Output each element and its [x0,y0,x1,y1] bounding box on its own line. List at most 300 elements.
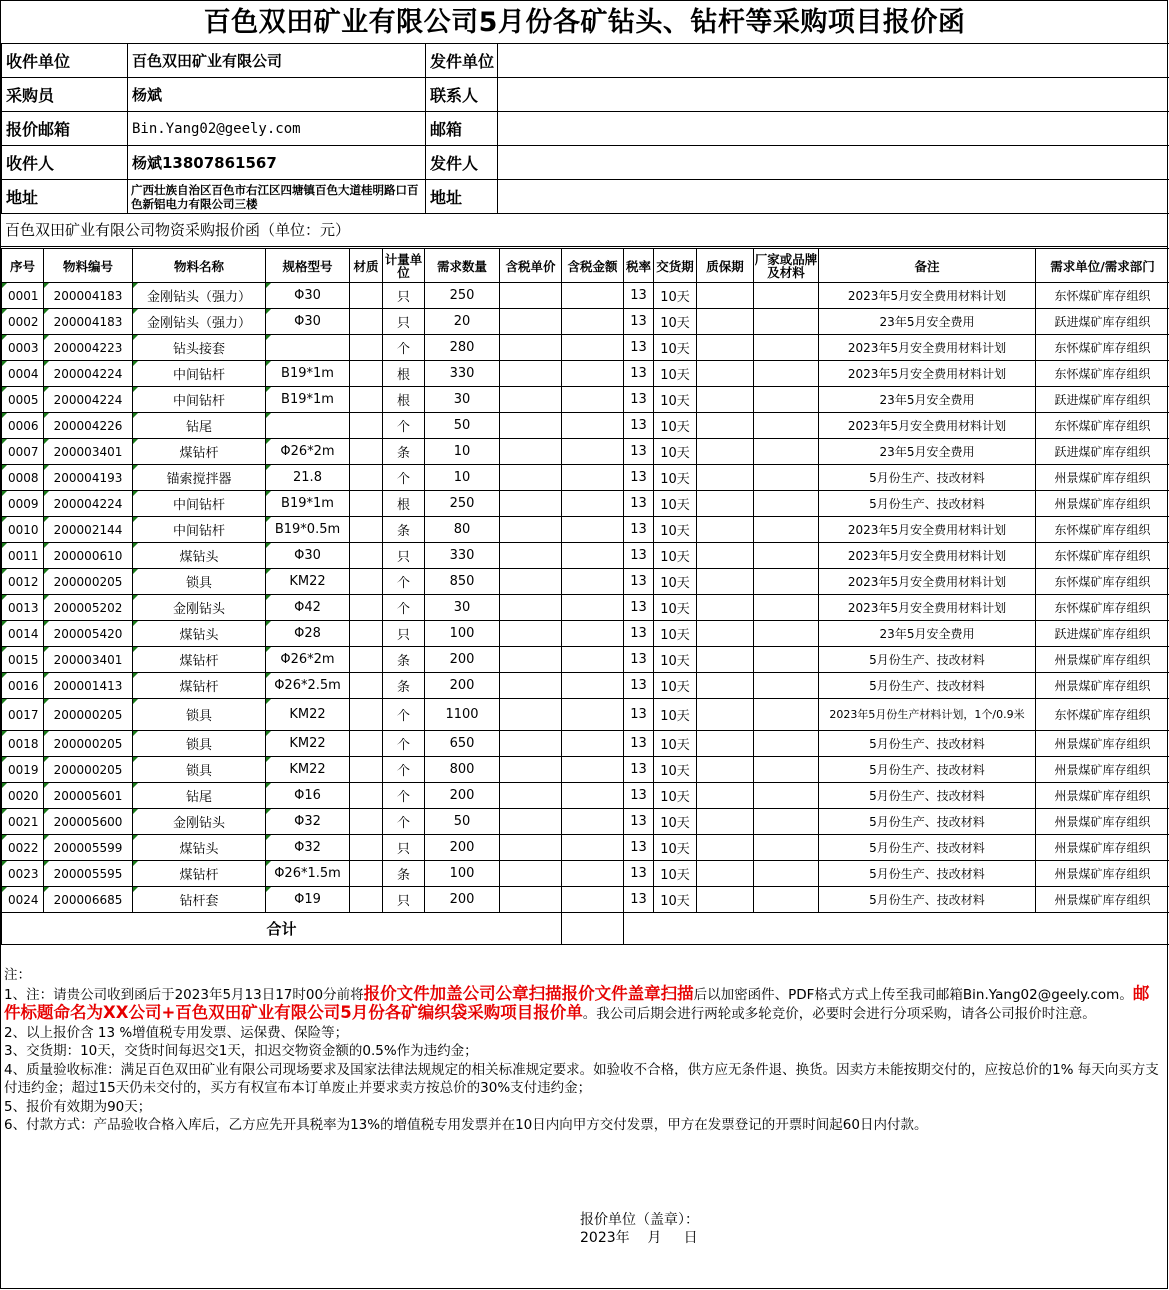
cell-unit-price[interactable] [500,569,562,595]
cell-unit[interactable]: 只 [383,621,425,647]
cell-brand[interactable] [754,647,819,673]
cell-brand[interactable] [754,835,819,861]
cell-qty[interactable]: 850 [425,569,500,595]
cell-unit[interactable]: 条 [383,517,425,543]
cell-qty[interactable]: 200 [425,835,500,861]
cell-spec[interactable]: Φ26*1.5m [266,861,350,887]
cell-material[interactable] [350,465,383,491]
cell-remark[interactable]: 2023年5月安全费用材料计划 [819,517,1036,543]
cell-brand[interactable] [754,595,819,621]
cell-remark[interactable]: 5月份生产、技改材料 [819,861,1036,887]
cell-amount[interactable] [562,361,624,387]
cell-no[interactable]: 0017 [2,699,44,731]
cell-dept[interactable]: 东怀煤矿库存组织 [1036,517,1169,543]
cell-material[interactable] [350,731,383,757]
cell-spec[interactable]: Φ30 [266,283,350,309]
cell-unit-price[interactable] [500,647,562,673]
cell-qty[interactable]: 10 [425,465,500,491]
cell-brand[interactable] [754,361,819,387]
cell-unit[interactable]: 个 [383,413,425,439]
cell-remark[interactable]: 23年5月安全费用 [819,309,1036,335]
cell-unit-price[interactable] [500,861,562,887]
cell-lead-time[interactable]: 10天 [654,517,697,543]
cell-spec[interactable]: B19*1m [266,361,350,387]
cell-unit-price[interactable] [500,309,562,335]
cell-lead-time[interactable]: 10天 [654,835,697,861]
cell-unit[interactable]: 个 [383,783,425,809]
cell-unit[interactable]: 个 [383,335,425,361]
cell-tax-rate[interactable]: 13 [624,861,654,887]
cell-material[interactable] [350,491,383,517]
cell-qty[interactable]: 100 [425,621,500,647]
cell-no[interactable]: 0014 [2,621,44,647]
cell-code[interactable]: 200004183 [44,283,133,309]
cell-dept[interactable]: 州景煤矿库存组织 [1036,465,1169,491]
cell-unit[interactable]: 个 [383,809,425,835]
cell-amount[interactable] [562,413,624,439]
cell-unit-price[interactable] [500,517,562,543]
cell-qty[interactable]: 330 [425,361,500,387]
cell-remark[interactable]: 23年5月安全费用 [819,621,1036,647]
cell-code[interactable]: 200004183 [44,309,133,335]
cell-spec[interactable]: KM22 [266,569,350,595]
cell-unit[interactable]: 只 [383,835,425,861]
cell-tax-rate[interactable]: 13 [624,835,654,861]
cell-lead-time[interactable]: 10天 [654,569,697,595]
cell-qty[interactable]: 30 [425,595,500,621]
cell-tax-rate[interactable]: 13 [624,335,654,361]
cell-unit-price[interactable] [500,491,562,517]
cell-dept[interactable]: 州景煤矿库存组织 [1036,835,1169,861]
cell-lead-time[interactable]: 10天 [654,439,697,465]
cell-spec[interactable]: Φ32 [266,809,350,835]
cell-dept[interactable]: 州景煤矿库存组织 [1036,647,1169,673]
cell-qty[interactable]: 200 [425,647,500,673]
cell-no[interactable]: 0022 [2,835,44,861]
cell-brand[interactable] [754,699,819,731]
cell-material[interactable] [350,887,383,913]
cell-dept[interactable]: 州景煤矿库存组织 [1036,491,1169,517]
cell-brand[interactable] [754,673,819,699]
cell-remark[interactable]: 5月份生产、技改材料 [819,647,1036,673]
cell-qty[interactable]: 800 [425,757,500,783]
cell-name[interactable]: 金刚钻头（强力） [133,309,266,335]
cell-dept[interactable]: 州景煤矿库存组织 [1036,861,1169,887]
cell-amount[interactable] [562,887,624,913]
cell-spec[interactable]: Φ30 [266,543,350,569]
cell-name[interactable]: 金刚钻头（强力） [133,283,266,309]
cell-name[interactable]: 钻尾 [133,413,266,439]
cell-warranty[interactable] [697,491,754,517]
cell-warranty[interactable] [697,809,754,835]
cell-no[interactable]: 0011 [2,543,44,569]
cell-brand[interactable] [754,887,819,913]
email-value[interactable] [498,112,1169,146]
cell-amount[interactable] [562,517,624,543]
cell-remark[interactable]: 2023年5月安全费用材料计划 [819,335,1036,361]
cell-qty[interactable]: 100 [425,861,500,887]
cell-no[interactable]: 0008 [2,465,44,491]
cell-code[interactable]: 200005202 [44,595,133,621]
cell-brand[interactable] [754,517,819,543]
cell-dept[interactable]: 州景煤矿库存组织 [1036,887,1169,913]
cell-lead-time[interactable]: 10天 [654,647,697,673]
cell-material[interactable] [350,517,383,543]
cell-no[interactable]: 0002 [2,309,44,335]
cell-material[interactable] [350,543,383,569]
receiver-unit-value[interactable]: 百色双田矿业有限公司 [128,44,426,78]
cell-tax-rate[interactable]: 13 [624,731,654,757]
cell-material[interactable] [350,439,383,465]
cell-spec[interactable]: KM22 [266,731,350,757]
cell-lead-time[interactable]: 10天 [654,283,697,309]
cell-unit-price[interactable] [500,595,562,621]
cell-amount[interactable] [562,699,624,731]
cell-material[interactable] [350,647,383,673]
cell-qty[interactable]: 650 [425,731,500,757]
cell-no[interactable]: 0020 [2,783,44,809]
cell-unit-price[interactable] [500,543,562,569]
cell-no[interactable]: 0013 [2,595,44,621]
cell-warranty[interactable] [697,465,754,491]
cell-dept[interactable]: 州景煤矿库存组织 [1036,731,1169,757]
cell-spec[interactable]: B19*1m [266,491,350,517]
cell-lead-time[interactable]: 10天 [654,699,697,731]
cell-code[interactable]: 200002144 [44,517,133,543]
cell-code[interactable]: 200000205 [44,757,133,783]
cell-material[interactable] [350,699,383,731]
cell-remark[interactable]: 2023年5月份生产材料计划，1个/0.9米 [819,699,1036,731]
cell-unit-price[interactable] [500,465,562,491]
cell-tax-rate[interactable]: 13 [624,543,654,569]
cell-name[interactable]: 煤钻杆 [133,439,266,465]
cell-remark[interactable]: 5月份生产、技改材料 [819,809,1036,835]
cell-remark[interactable]: 5月份生产、技改材料 [819,783,1036,809]
cell-brand[interactable] [754,569,819,595]
cell-name[interactable]: 煤钻头 [133,621,266,647]
cell-tax-rate[interactable]: 13 [624,757,654,783]
cell-amount[interactable] [562,731,624,757]
cell-warranty[interactable] [697,783,754,809]
cell-unit-price[interactable] [500,757,562,783]
cell-amount[interactable] [562,621,624,647]
cell-lead-time[interactable]: 10天 [654,757,697,783]
cell-no[interactable]: 0001 [2,283,44,309]
cell-lead-time[interactable]: 10天 [654,335,697,361]
cell-code[interactable]: 200005420 [44,621,133,647]
cell-lead-time[interactable]: 10天 [654,621,697,647]
cell-material[interactable] [350,757,383,783]
cell-unit-price[interactable] [500,887,562,913]
cell-spec[interactable] [266,413,350,439]
cell-remark[interactable]: 2023年5月安全费用材料计划 [819,543,1036,569]
cell-brand[interactable] [754,439,819,465]
cell-dept[interactable]: 东怀煤矿库存组织 [1036,283,1169,309]
cell-unit-price[interactable] [500,835,562,861]
cell-warranty[interactable] [697,335,754,361]
cell-unit-price[interactable] [500,783,562,809]
cell-dept[interactable]: 州景煤矿库存组织 [1036,809,1169,835]
cell-remark[interactable]: 23年5月安全费用 [819,387,1036,413]
cell-dept[interactable]: 州景煤矿库存组织 [1036,783,1169,809]
cell-dept[interactable]: 州景煤矿库存组织 [1036,673,1169,699]
cell-unit[interactable]: 只 [383,887,425,913]
cell-material[interactable] [350,413,383,439]
cell-amount[interactable] [562,861,624,887]
cell-spec[interactable]: B19*1m [266,387,350,413]
cell-lead-time[interactable]: 10天 [654,309,697,335]
cell-amount[interactable] [562,757,624,783]
cell-unit-price[interactable] [500,731,562,757]
cell-code[interactable]: 200000205 [44,569,133,595]
cell-unit[interactable]: 个 [383,595,425,621]
cell-code[interactable]: 200004224 [44,491,133,517]
cell-warranty[interactable] [697,861,754,887]
cell-unit-price[interactable] [500,413,562,439]
cell-no[interactable]: 0004 [2,361,44,387]
cell-tax-rate[interactable]: 13 [624,517,654,543]
cell-tax-rate[interactable]: 13 [624,699,654,731]
cell-tax-rate[interactable]: 13 [624,621,654,647]
cell-dept[interactable]: 跃进煤矿库存组织 [1036,439,1169,465]
cell-warranty[interactable] [697,517,754,543]
cell-warranty[interactable] [697,673,754,699]
cell-no[interactable]: 0019 [2,757,44,783]
cell-remark[interactable]: 2023年5月安全费用材料计划 [819,283,1036,309]
cell-unit[interactable]: 条 [383,861,425,887]
cell-qty[interactable]: 10 [425,439,500,465]
cell-name[interactable]: 锚索搅拌器 [133,465,266,491]
cell-remark[interactable]: 2023年5月安全费用材料计划 [819,595,1036,621]
cell-spec[interactable]: Φ42 [266,595,350,621]
cell-no[interactable]: 0016 [2,673,44,699]
cell-unit-price[interactable] [500,699,562,731]
cell-name[interactable]: 锁具 [133,757,266,783]
cell-no[interactable]: 0015 [2,647,44,673]
cell-amount[interactable] [562,809,624,835]
cell-brand[interactable] [754,621,819,647]
cell-remark[interactable]: 5月份生产、技改材料 [819,887,1036,913]
cell-tax-rate[interactable]: 13 [624,647,654,673]
cell-material[interactable] [350,809,383,835]
cell-remark[interactable]: 5月份生产、技改材料 [819,835,1036,861]
cell-spec[interactable]: KM22 [266,757,350,783]
cell-brand[interactable] [754,335,819,361]
cell-name[interactable]: 煤钻杆 [133,647,266,673]
cell-spec[interactable]: Φ28 [266,621,350,647]
cell-remark[interactable]: 23年5月安全费用 [819,439,1036,465]
cell-qty[interactable]: 50 [425,413,500,439]
cell-code[interactable]: 200005600 [44,809,133,835]
cell-brand[interactable] [754,543,819,569]
cell-name[interactable]: 中间钻杆 [133,517,266,543]
cell-warranty[interactable] [697,731,754,757]
cell-lead-time[interactable]: 10天 [654,887,697,913]
cell-material[interactable] [350,595,383,621]
cell-remark[interactable]: 2023年5月安全费用材料计划 [819,569,1036,595]
cell-code[interactable]: 200000610 [44,543,133,569]
cell-amount[interactable] [562,835,624,861]
cell-warranty[interactable] [697,439,754,465]
cell-unit[interactable]: 只 [383,543,425,569]
cell-warranty[interactable] [697,543,754,569]
cell-name[interactable]: 锁具 [133,731,266,757]
cell-warranty[interactable] [697,387,754,413]
cell-lead-time[interactable]: 10天 [654,861,697,887]
cell-name[interactable]: 中间钻杆 [133,491,266,517]
cell-spec[interactable]: KM22 [266,699,350,731]
cell-amount[interactable] [562,673,624,699]
cell-unit[interactable]: 个 [383,569,425,595]
cell-name[interactable]: 锁具 [133,699,266,731]
cell-material[interactable] [350,835,383,861]
cell-lead-time[interactable]: 10天 [654,491,697,517]
cell-lead-time[interactable]: 10天 [654,465,697,491]
cell-no[interactable]: 0021 [2,809,44,835]
cell-amount[interactable] [562,543,624,569]
cell-dept[interactable]: 东怀煤矿库存组织 [1036,699,1169,731]
cell-qty[interactable]: 330 [425,543,500,569]
cell-no[interactable]: 0012 [2,569,44,595]
cell-name[interactable]: 煤钻杆 [133,673,266,699]
cell-brand[interactable] [754,465,819,491]
cell-tax-rate[interactable]: 13 [624,491,654,517]
cell-unit-price[interactable] [500,283,562,309]
cell-brand[interactable] [754,809,819,835]
cell-spec[interactable]: Φ32 [266,835,350,861]
sender-value[interactable] [498,146,1169,180]
cell-lead-time[interactable]: 10天 [654,387,697,413]
recipient-value[interactable]: 杨斌13807861567 [128,146,426,180]
cell-no[interactable]: 0023 [2,861,44,887]
cell-dept[interactable]: 东怀煤矿库存组织 [1036,413,1169,439]
buyer-value[interactable]: 杨斌 [128,78,426,112]
cell-brand[interactable] [754,387,819,413]
cell-amount[interactable] [562,647,624,673]
cell-remark[interactable]: 5月份生产、技改材料 [819,491,1036,517]
cell-material[interactable] [350,673,383,699]
cell-remark[interactable]: 2023年5月安全费用材料计划 [819,361,1036,387]
cell-brand[interactable] [754,491,819,517]
cell-warranty[interactable] [697,569,754,595]
cell-spec[interactable]: B19*0.5m [266,517,350,543]
cell-name[interactable]: 煤钻头 [133,835,266,861]
cell-name[interactable]: 钻头接套 [133,335,266,361]
contact-value[interactable] [498,78,1169,112]
cell-qty[interactable]: 30 [425,387,500,413]
cell-unit[interactable]: 根 [383,361,425,387]
cell-name[interactable]: 中间钻杆 [133,387,266,413]
cell-no[interactable]: 0009 [2,491,44,517]
cell-tax-rate[interactable]: 13 [624,595,654,621]
cell-remark[interactable]: 5月份生产、技改材料 [819,757,1036,783]
cell-no[interactable]: 0006 [2,413,44,439]
address-value[interactable]: 广西壮族自治区百色市右江区四塘镇百色大道桂明路口百色新铝电力有限公司三楼 [128,180,426,214]
cell-warranty[interactable] [697,283,754,309]
cell-unit[interactable]: 条 [383,647,425,673]
cell-dept[interactable]: 跃进煤矿库存组织 [1036,621,1169,647]
cell-brand[interactable] [754,413,819,439]
cell-qty[interactable]: 250 [425,283,500,309]
cell-code[interactable]: 200005595 [44,861,133,887]
cell-unit[interactable]: 只 [383,283,425,309]
cell-tax-rate[interactable]: 13 [624,465,654,491]
quote-email-value[interactable]: Bin.Yang02@geely.com [128,112,426,146]
cell-lead-time[interactable]: 10天 [654,543,697,569]
cell-lead-time[interactable]: 10天 [654,809,697,835]
cell-tax-rate[interactable]: 13 [624,387,654,413]
cell-warranty[interactable] [697,361,754,387]
cell-warranty[interactable] [697,887,754,913]
cell-tax-rate[interactable]: 13 [624,283,654,309]
cell-code[interactable]: 200005601 [44,783,133,809]
cell-remark[interactable]: 5月份生产、技改材料 [819,465,1036,491]
cell-brand[interactable] [754,861,819,887]
cell-name[interactable]: 金刚钻头 [133,809,266,835]
cell-material[interactable] [350,283,383,309]
cell-spec[interactable]: Φ26*2m [266,647,350,673]
cell-amount[interactable] [562,569,624,595]
cell-tax-rate[interactable]: 13 [624,569,654,595]
cell-qty[interactable]: 80 [425,517,500,543]
cell-dept[interactable]: 东怀煤矿库存组织 [1036,361,1169,387]
cell-brand[interactable] [754,731,819,757]
cell-remark[interactable]: 2023年5月安全费用材料计划 [819,413,1036,439]
cell-tax-rate[interactable]: 13 [624,413,654,439]
cell-warranty[interactable] [697,647,754,673]
cell-tax-rate[interactable]: 13 [624,361,654,387]
cell-name[interactable]: 中间钻杆 [133,361,266,387]
cell-code[interactable]: 200004193 [44,465,133,491]
cell-name[interactable]: 煤钻头 [133,543,266,569]
cell-amount[interactable] [562,465,624,491]
cell-unit[interactable]: 条 [383,673,425,699]
cell-unit[interactable]: 个 [383,699,425,731]
cell-amount[interactable] [562,439,624,465]
cell-name[interactable]: 钻杆套 [133,887,266,913]
address2-value[interactable] [498,180,1169,214]
cell-unit-price[interactable] [500,439,562,465]
sender-unit-value[interactable] [498,44,1169,78]
cell-brand[interactable] [754,309,819,335]
cell-material[interactable] [350,783,383,809]
cell-warranty[interactable] [697,595,754,621]
cell-qty[interactable]: 250 [425,491,500,517]
cell-dept[interactable]: 东怀煤矿库存组织 [1036,595,1169,621]
cell-tax-rate[interactable]: 13 [624,887,654,913]
cell-no[interactable]: 0003 [2,335,44,361]
cell-warranty[interactable] [697,757,754,783]
cell-spec[interactable]: Φ30 [266,309,350,335]
cell-code[interactable]: 200004224 [44,387,133,413]
cell-warranty[interactable] [697,621,754,647]
cell-warranty[interactable] [697,413,754,439]
cell-spec[interactable]: Φ26*2m [266,439,350,465]
cell-code[interactable]: 200003401 [44,647,133,673]
cell-code[interactable]: 200005599 [44,835,133,861]
cell-no[interactable]: 0007 [2,439,44,465]
cell-amount[interactable] [562,491,624,517]
cell-qty[interactable]: 200 [425,673,500,699]
cell-unit[interactable]: 个 [383,757,425,783]
cell-unit-price[interactable] [500,387,562,413]
cell-material[interactable] [350,309,383,335]
cell-material[interactable] [350,621,383,647]
cell-code[interactable]: 200003401 [44,439,133,465]
cell-lead-time[interactable]: 10天 [654,595,697,621]
cell-amount[interactable] [562,387,624,413]
cell-code[interactable]: 200006685 [44,887,133,913]
